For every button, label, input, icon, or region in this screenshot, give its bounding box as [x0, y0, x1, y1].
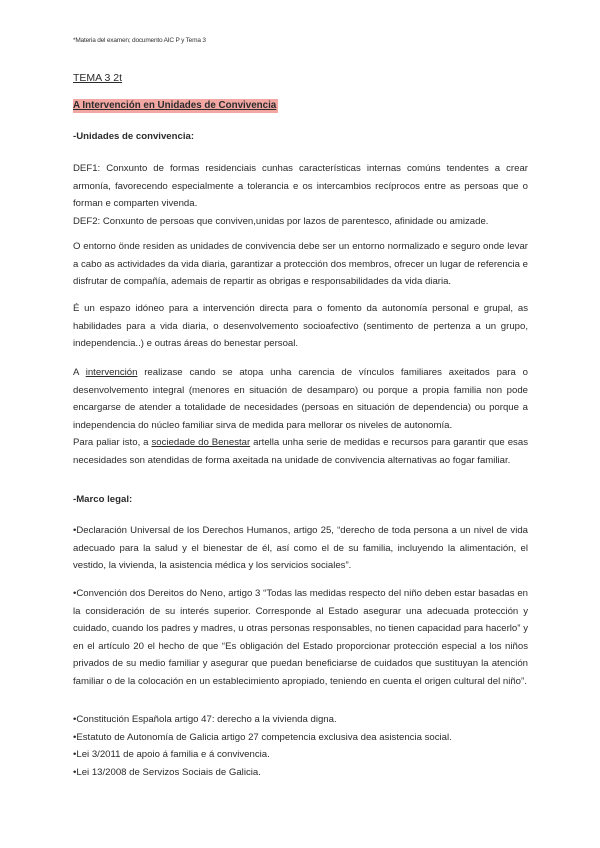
- tema-title: TEMA 3 2t: [73, 72, 123, 84]
- paragraph-intervencion: [73, 364, 528, 434]
- marco-item-1: •Declaración Universal de los Derechos Humanos, artigo 25, “derecho de toda persona a un nivel de vida adecuado para la salud y el bienestar de él, así como el de su familia, incluyendo la alimentación, el vestido, la vivienda, la asistencia médica y los servicios sociales”.: [73, 525, 528, 572]
- section-title-text: A Intervención en Unidades de Convivencia: [73, 100, 277, 111]
- paragraph-intervencion-group: [73, 364, 528, 470]
- sociedade-benestar-link[interactable]: sociedade do Benestar: [151, 437, 251, 449]
- definition-1: DEF1: Conxunto de formas residenciais cunhas características internas comúns tendentes a crear armonía, favorecendo especialmente a tolerancia e os intercambios recíprocos entre as persoas que o forman e comparten vivenda.: [73, 163, 528, 210]
- marco-item-3: •Constitución Española artigo 47: derecho a la vivienda digna.: [73, 714, 337, 725]
- subheading-marco-legal: -Marco legal:: [73, 494, 133, 505]
- intervencion-post: realizase cando se atopa unha carencia de vínculos familiares axeitados para o desenvolvemento integral (menores en situación de desamparo) ou porque a propia familia non pode encargarse de atender a totalidade de necesidades (persoas en situación de dependencia) ou porque a independencia do núcleo familiar sirva de medida para mellorar os niveles de autonomía.: [73, 367, 528, 431]
- intervencion-pre: A: [73, 367, 86, 378]
- marco-item-6: •Lei 13/2008 de Servizos Sociais de Galicia.: [73, 766, 261, 778]
- paragraph-paliar: [73, 434, 528, 469]
- marco-item-2: •Convención dos Dereitos do Neno, artigo 3 “Todas las medidas respecto del niño deben estar basadas en la consideración de su interés superior. Corresponde al Estado asegurar una adecuada protección y cuidado, cuando los padres y madres, u otras personas responsables, no tienen capacidad para hacerlo” y en el artículo 20 el hecho de que “Es obligación del Estado proporcionar protección especial a los niños privados de su medio familiar y asegurar que puedan beneficiarse de cuidados que sustituyan la atención familiar o de la colocación en un establecimiento apropiado, teniendo en cuenta el origen cultural del niño”.: [73, 588, 528, 687]
- paragraph-entorno: O entorno önde residen as unidades de convivencia debe ser un entorno normalizado e seguro onde levar a cabo as actividades da vida diaria, garantizar a protección dos membros, ofrecer un lugar de referencia e disfrutar de compañía, ademais de repartir as obrigas e responsabilidades da vida diaria.: [73, 241, 528, 288]
- header-note: *Materia del examen; documento AIC P y Tema 3: [73, 37, 206, 44]
- paragraph-espazo: É un espazo idóneo para a intervención directa para o fomento da autonomía personal e grupal, as habilidades para a vida diaria, o desenvolvemento socioafectivo (sentimento de pertenza a un grupo, independencia..) e outras áreas do benestar persoal.: [73, 303, 528, 350]
- section-title: [73, 97, 528, 115]
- marco-item-5: •Lei 3/2011 de apoio á familia e á convivencia.: [73, 749, 270, 761]
- definitions: [73, 160, 528, 230]
- intervencion-link[interactable]: intervención: [85, 367, 138, 378]
- subheading-unidades: -Unidades de convivencia:: [73, 131, 195, 142]
- marco-list-short: [73, 711, 528, 781]
- paliar-post: artella unha serie de medidas e recursos para garantir que esas necesidades son atendidas de forma axeitada na unidade de convivencia alternativas ao fogar familiar.: [73, 437, 528, 466]
- paliar-pre: Para paliar isto, a: [73, 437, 152, 449]
- definition-2: DEF2: Conxunto de persoas que conviven,unidas por lazos de parentesco, afinidade ou amizade.: [73, 215, 489, 227]
- marco-item-4: •Estatuto de Autonomía de Galicia artigo 27 competencia exclusiva dea asistencia social.: [73, 731, 452, 743]
